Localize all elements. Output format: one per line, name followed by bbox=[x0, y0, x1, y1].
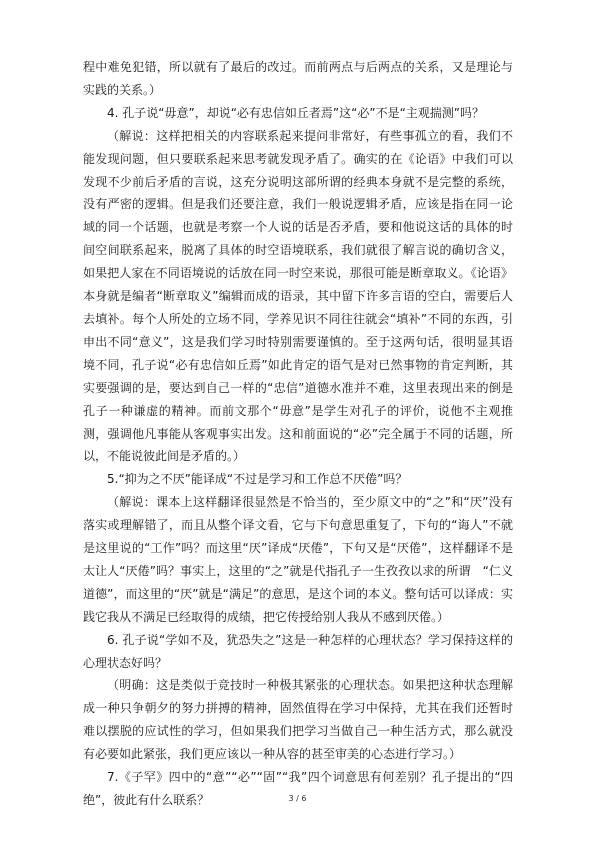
answer-4: （解说：这样把相关的内容联系起来提问非常好，有些事孤立的看，我们不能发现问题，但只要联系起来思考就发现矛盾了。确实的在《论语》中我们可以发现不少前后矛盾的言说，这充分说明这部所谓的经典本身就不是完整的系统，没有严密的逻辑。但是我们还要注意，我们一般说逻辑矛盾，应该是指在同一论域的同一个话题，也就是考察一个人说的话是否矛盾，要和他说这话的具体的时间空间联系起来，脱离了具体的时空语境联系，我们就很了解言说的确切含义，如果把人家在不同语境说的话放在同一时空来说，那很可能是断章取义。《论语》本身就是编者“断章取义”编辑而成的语录，其中留下许多言语的空白，需要后人去填补。每个人所处的立场不同，学养见识不同往往就会“填补”不同的东西，引申出不同“意义”，这是我们学习时特别需要谨慎的。至于这两句话，很明显其语境不同，孔子说“必有忠信如丘焉”如此肯定的语气是对已然事物的肯定判断，其实要强调的是，要达到自己一样的“忠信”道德水准并不难，这里表现出来的倒是孔子一种谦虚的精神。而前文那个“毋意”是学生对孔子的评价，说他不主观推测，强调他凡事能从客观事实出发。这和前面说的“必”完全属于不同的话题，所以，不能说彼此间是矛盾的。） bbox=[83, 128, 513, 464]
question-5: 5.“抑为之不厌”能译成“不过是学习和工作总不厌倦”吗？ bbox=[107, 472, 408, 487]
page-body bbox=[83, 56, 513, 812]
question-6: 6. 孔子说“学如不及，犹恐失之”这是一种怎样的心理状态？学习保持这样的心理状态好吗？ bbox=[83, 632, 513, 670]
question-4: 4. 孔子说“毋意”，却说“必有忠信如丘者焉”这“必”不是“主观揣测”吗？ bbox=[107, 105, 485, 120]
answer-6: （明确：这是类似于竞技时一种极其紧张的心理状态。如果把这种状态理解成一种只争朝夕的努力拼搏的精神，固然值得在学习中保持，尤其在我们还暂时难以摆脱的应试性的学习，但如果我们把学习当做自己一种生活方式，那么就没有必要如此紧张，我们更应该以一种从容的甚至审美的心态进行学习。） bbox=[83, 678, 513, 762]
page-number: 3 / 6 bbox=[288, 794, 307, 803]
question-7: 7.《子罕》四中的“意”“必”“固”“我”四个词意思有何差别？孔子提出的“四绝”，彼此有什么联系？ bbox=[83, 770, 513, 807]
answer-5: （解说：课本上这样翻译很显然是不恰当的，至少原文中的“之”和“厌”没有落实或理解错了，而且从整个译文看，它与下句意思重复了，下句的“诲人”不就是这里说的“工作”吗？而这里“厌”译成“厌倦”，下句又是“厌倦”，这样翻译不是太让人“厌倦”吗？事实上，这里的“之”就是代指孔子一生孜孜以求的所谓 “仁义道德”，而这里的“厌”就是“满足”的意思，是这个词的本义。整句话可以译成：实践它我从不满足已经取得的成绩，把它传授给别人我从不感到厌倦。） bbox=[83, 495, 513, 624]
continuation-paragraph: 程中难免犯错，所以就有了最后的改过。而前两点与后两点的关系，又是理论与实践的关系。） bbox=[83, 60, 513, 97]
